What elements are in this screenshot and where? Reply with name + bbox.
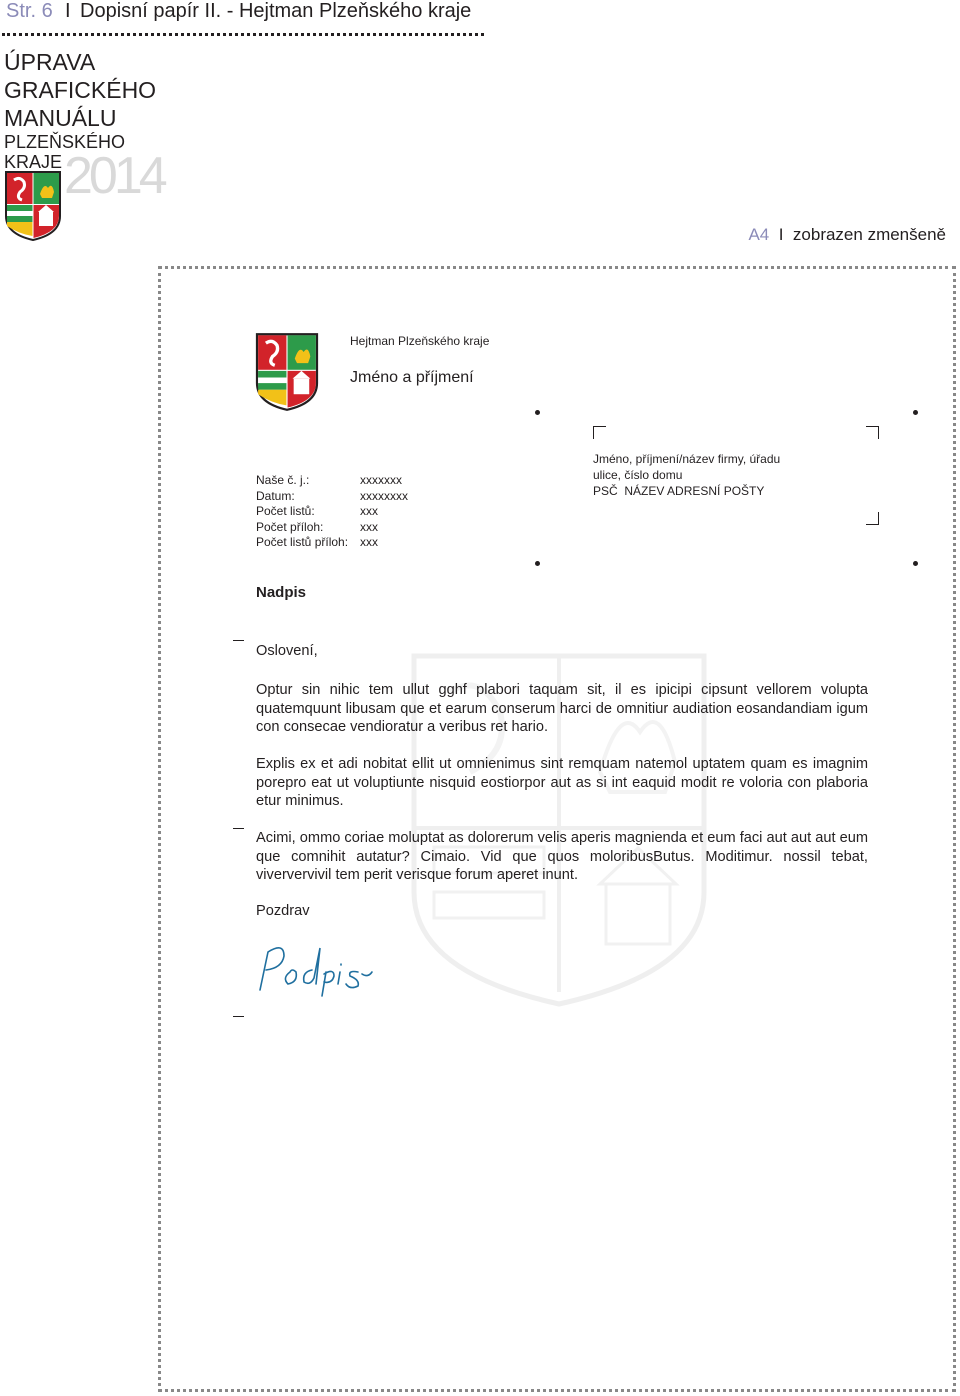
manual-title-line4: PLZEŇSKÉHO [4, 132, 126, 152]
manual-year: 2014 [64, 147, 164, 205]
meta-label: Datum: [256, 488, 295, 503]
recipient-line2: ulice, číslo domu [593, 468, 683, 482]
page-header [0, 0, 960, 30]
manual-title-line1: ÚPRAVA [4, 49, 96, 75]
sender-name: Jméno a příjmení [350, 369, 474, 386]
meta-row-sheets [256, 504, 378, 520]
meta-row-date [256, 488, 408, 505]
salutation: Oslovení, [256, 643, 318, 659]
meta-label: Počet listů: [256, 504, 315, 518]
letter-heading: Nadpis [256, 584, 307, 601]
meta-value: xxxxxxx [360, 473, 402, 487]
fold-mark [233, 828, 244, 829]
body-paragraph: Acimi, ommo coriae moluptat as dolorerum velis aperis magnienda et eum faci aut aut aut eum que comnihit autatur? Cimaio. Vid que quos moloribusButus. Moditimur. nossil tebat, viververvivil tem perit verisque forum aperet inunt. [256, 830, 868, 883]
meta-row-ref [256, 473, 402, 489]
format-note [748, 225, 946, 245]
signature-image [254, 938, 378, 998]
manual-title-line5: KRAJE [4, 152, 63, 172]
coat-of-arms-small [4, 170, 62, 242]
window-marker-dot [535, 410, 540, 415]
meta-value: xxx [360, 504, 378, 518]
page-title: Dopisní papír II. - Hejtman Plzeňského kraje [80, 0, 472, 22]
meta-value: xxx [360, 535, 378, 549]
format-text: zobrazen zmenšeně [792, 225, 946, 244]
meta-label: Naše č. j.: [256, 473, 310, 487]
recipient-line3: PSČ NÁZEV ADRESNÍ POŠTY [593, 484, 765, 498]
window-marker-dot [535, 561, 540, 566]
meta-row-attachment-sheets [256, 535, 378, 551]
body-paragraph: Explis ex et adi nobitat ellit ut omnienimus sint remquam natemol uptatem quam es imagnim porepro eat ut voluptiunte nisquid eostiorpor aut as si int eaquid modit re voloria con plaboria etur minimus. [256, 756, 868, 809]
address-corner-mark [866, 426, 879, 439]
format-size: A4 [748, 225, 770, 244]
sender-office: Hejtman Plzeňského kraje [350, 334, 490, 348]
coat-of-arms-icon [4, 170, 62, 242]
window-marker-dot [913, 410, 918, 415]
fold-mark [233, 640, 244, 641]
meta-value: xxxxxxxx [360, 488, 408, 503]
body-paragraph: Optur sin nihic tem ullut gghf plabori taquam sit, il es ipicipi cipsunt vellorem volupta quatemquunt libusam que et earum conserum harci de omnitiur audiation eosandandiam igum con consecae vendioratur a veribus ret hario. [256, 682, 868, 735]
header-dotted-rule [2, 33, 484, 36]
letterhead-coat-of-arms-icon [254, 332, 320, 412]
manual-title-line3: MANUÁLU [4, 105, 117, 131]
signature [254, 938, 378, 998]
window-marker-dot [913, 561, 918, 566]
fold-mark [233, 1016, 244, 1017]
format-separator: I [778, 225, 784, 244]
letterhead-logo [254, 332, 320, 412]
recipient-line1: Jméno, příjmení/název firmy, úřadu [593, 452, 781, 466]
meta-value: xxx [360, 519, 378, 534]
meta-label: Počet příloh: [256, 519, 324, 534]
meta-label: Počet listů příloh: [256, 535, 349, 549]
recipient-address [593, 451, 780, 499]
meta-row-attachments [256, 519, 378, 536]
address-corner-mark [593, 426, 606, 439]
manual-title-line2: GRAFICKÉHO [4, 77, 157, 103]
address-corner-mark [866, 512, 879, 525]
page-number-label: Str. 6 [6, 0, 53, 22]
closing: Pozdrav [256, 903, 310, 919]
reference-meta-block [256, 473, 408, 551]
header-separator: I [65, 0, 71, 22]
